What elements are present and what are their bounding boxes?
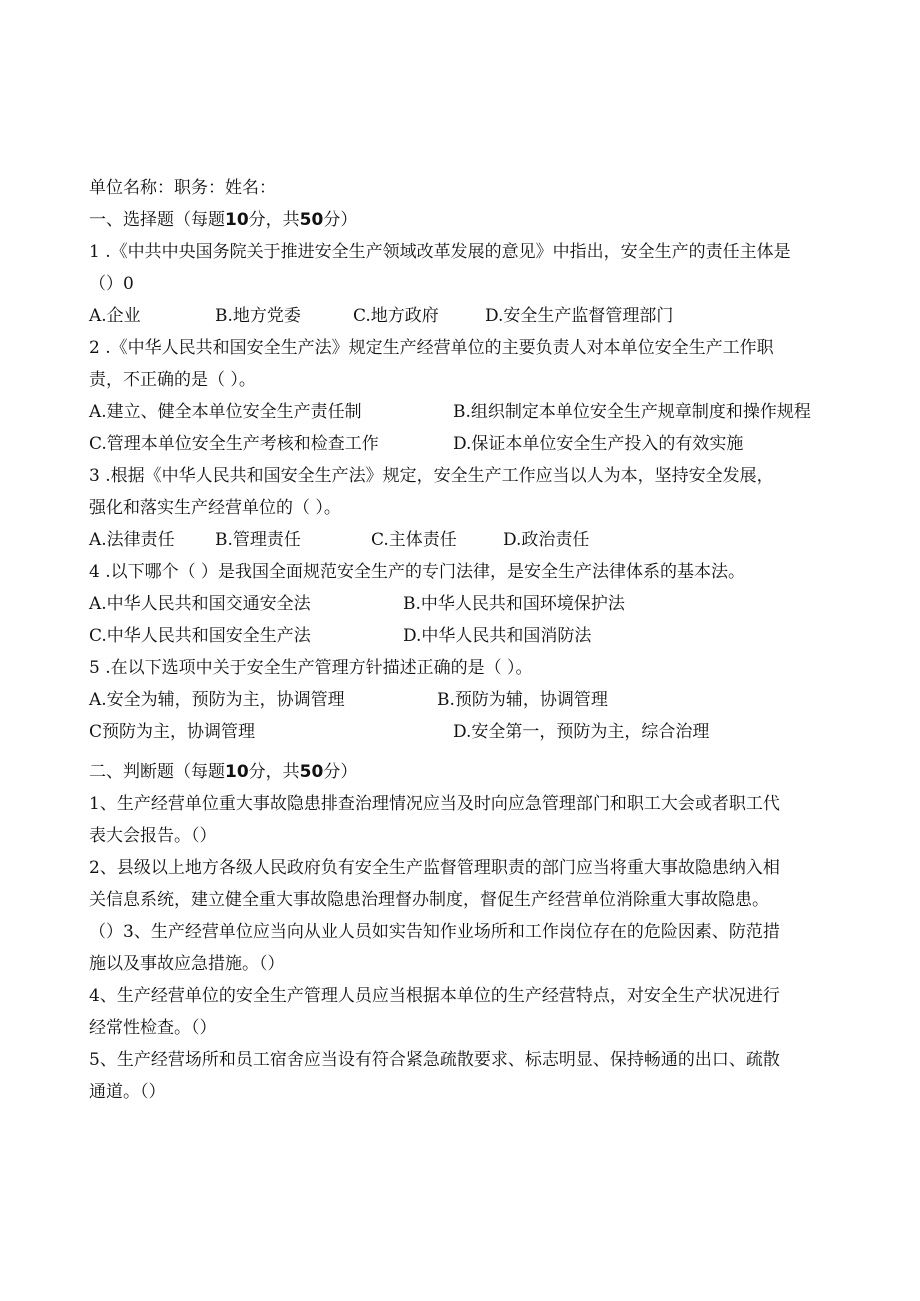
option-b: B.中华人民共和国环境保护法 xyxy=(403,594,625,614)
option-d: D.安全第一，预防为主，综合治理 xyxy=(453,722,710,742)
option-c: C.管理本单位安全生产考核和检查工作 xyxy=(89,434,379,454)
question-2-options-row2 xyxy=(89,428,849,460)
question-1-line2: （）0 xyxy=(89,274,134,294)
option-a: A.建立、健全本单位安全生产责任制 xyxy=(89,402,362,422)
option-d: D.保证本单位安全生产投入的有效实施 xyxy=(453,434,744,454)
header-info-line: 单位名称：职务：姓名： xyxy=(89,178,276,198)
judgment-line: 2、县级以上地方各级人民政府负有安全生产监督管理职责的部门应当将重大事故隐患纳入相 xyxy=(89,858,780,878)
question-2-options-row1 xyxy=(89,396,849,428)
section1-total-score: 50 xyxy=(299,210,324,230)
question-2-line2: 责，不正确的是（ ）。 xyxy=(89,370,256,390)
question-1-options xyxy=(89,300,849,332)
section2-title: 二、判断题（每题10分，共50分） xyxy=(89,762,358,782)
question-3-line2: 强化和落实生产经营单位的（ ）。 xyxy=(89,498,341,518)
question-4-line1: 4 .以下哪个（ ）是我国全面规范安全生产的专门法律，是安全生产法律体系的基本法。 xyxy=(89,562,746,582)
option-b: B.组织制定本单位安全生产规章制度和操作规程 xyxy=(453,402,811,422)
option-d: D.中华人民共和国消防法 xyxy=(403,626,592,646)
question-1-line1: 1 .《中共中央国务院关于推进安全生产领域改革发展的意见》中指出，安全生产的责任主体是 xyxy=(89,242,791,262)
judgment-line: 1、生产经营单位重大事故隐患排查治理情况应当及时向应急管理部门和职工大会或者职工代 xyxy=(89,794,780,814)
option-d: D.政治责任 xyxy=(503,530,590,550)
question-5-options-row1 xyxy=(89,684,849,716)
option-c: C.中华人民共和国安全生产法 xyxy=(89,626,311,646)
judgment-line: 关信息系统，建立健全重大事故隐患治理督办制度，督促生产经营单位消除重大事故隐患。 xyxy=(89,890,769,910)
option-c: C.主体责任 xyxy=(371,530,457,550)
option-a: A.法律责任 xyxy=(89,530,175,550)
judgment-line: 表大会报告。（） xyxy=(89,826,217,846)
option-b: B.地方党委 xyxy=(215,306,301,326)
exam-document xyxy=(89,172,849,1108)
section2-total-score: 50 xyxy=(299,762,324,782)
option-c: C预防为主，协调管理 xyxy=(89,722,256,742)
section1-per-score: 10 xyxy=(225,210,249,230)
question-2-line1: 2 .《中华人民共和国安全生产法》规定生产经营单位的主要负责人对本单位安全生产工作职 xyxy=(89,338,774,358)
option-a: A.企业 xyxy=(89,306,141,326)
option-b: B.管理责任 xyxy=(215,530,301,550)
option-b: B.预防为辅，协调管理 xyxy=(437,690,608,710)
question-4-options-row2 xyxy=(89,620,849,652)
judgment-line: 4、生产经营单位的安全生产管理人员应当根据本单位的生产经营特点，对安全生产状况进行 xyxy=(89,986,780,1006)
judgment-line: 5、生产经营场所和员工宿舍应当设有符合紧急疏散要求、标志明显、保持畅通的出口、疏散 xyxy=(89,1050,780,1070)
option-d: D.安全生产监督管理部门 xyxy=(485,306,674,326)
question-5-line1: 5 .在以下选项中关于安全生产管理方针描述正确的是（ ）。 xyxy=(89,658,533,678)
option-a: A.安全为辅，预防为主，协调管理 xyxy=(89,690,345,710)
section1-title: 一、选择题（每题10分，共50分） xyxy=(89,210,358,230)
question-3-options xyxy=(89,524,849,556)
option-a: A.中华人民共和国交通安全法 xyxy=(89,594,311,614)
question-5-options-row2 xyxy=(89,716,849,748)
option-c: C.地方政府 xyxy=(353,306,439,326)
section2-per-score: 10 xyxy=(225,762,249,782)
question-3-line1: 3 .根据《中华人民共和国安全生产法》规定，安全生产工作应当以人为本，坚持安全发展， xyxy=(89,466,774,486)
judgment-line: 施以及事故应急措施。（） xyxy=(89,954,285,974)
judgment-line: 经常性检查。（） xyxy=(89,1018,217,1038)
judgment-line: （）3、生产经营单位应当向从业人员如实告知作业场所和工作岗位存在的危险因素、防范措 xyxy=(89,922,780,942)
question-4-options-row1 xyxy=(89,588,849,620)
judgment-line: 通道。（） xyxy=(89,1082,166,1102)
